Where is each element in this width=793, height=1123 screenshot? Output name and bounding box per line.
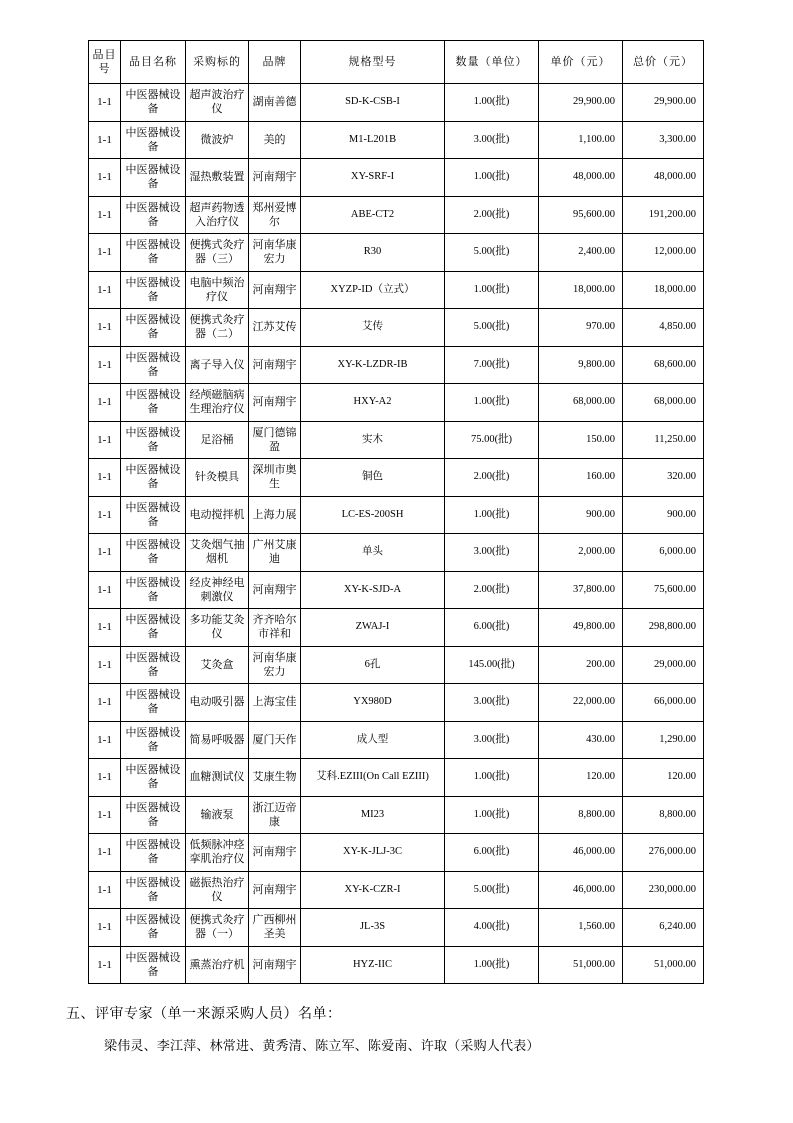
- table-row: [89, 459, 704, 497]
- table-cell: 1.00(批): [445, 796, 539, 834]
- table-cell: 6孔: [301, 646, 445, 684]
- table-cell: 多功能艾灸仪: [186, 609, 249, 647]
- table-cell: 广西柳州圣美: [249, 909, 301, 947]
- table-cell: 5.00(批): [445, 871, 539, 909]
- table-cell: 8,800.00: [623, 796, 704, 834]
- table-cell: 4.00(批): [445, 909, 539, 947]
- table-cell: 中医器械设备: [121, 571, 186, 609]
- table-cell: 1.00(批): [445, 496, 539, 534]
- table-cell: 1-1: [89, 271, 121, 309]
- table-row: [89, 909, 704, 947]
- column-header: 采购标的: [186, 41, 249, 84]
- table-cell: 湿热敷装置: [186, 159, 249, 197]
- table-cell: 3.00(批): [445, 684, 539, 722]
- table-cell: 广州艾康迪: [249, 534, 301, 572]
- table-cell: 中医器械设备: [121, 796, 186, 834]
- column-header: 品目号: [89, 41, 121, 84]
- table-cell: 276,000.00: [623, 834, 704, 872]
- table-cell: 河南翔宇: [249, 871, 301, 909]
- table-cell: 970.00: [539, 309, 623, 347]
- table-cell: 中医器械设备: [121, 646, 186, 684]
- table-row: [89, 346, 704, 384]
- table-row: [89, 721, 704, 759]
- table-cell: ABE-CT2: [301, 196, 445, 234]
- table-cell: 经皮神经电刺激仪: [186, 571, 249, 609]
- table-cell: 电动搅拌机: [186, 496, 249, 534]
- table-cell: 2.00(批): [445, 571, 539, 609]
- table-cell: 中医器械设备: [121, 496, 186, 534]
- table-cell: 320.00: [623, 459, 704, 497]
- table-cell: 中医器械设备: [121, 871, 186, 909]
- table-cell: 3.00(批): [445, 721, 539, 759]
- table-cell: M1-L201B: [301, 121, 445, 159]
- table-cell: 1.00(批): [445, 946, 539, 984]
- table-row: [89, 684, 704, 722]
- table-cell: 电脑中频治疗仪: [186, 271, 249, 309]
- table-cell: 1-1: [89, 684, 121, 722]
- table-cell: XY-K-SJD-A: [301, 571, 445, 609]
- table-cell: 熏蒸治疗机: [186, 946, 249, 984]
- table-cell: 430.00: [539, 721, 623, 759]
- table-cell: 中医器械设备: [121, 834, 186, 872]
- table-cell: 1-1: [89, 421, 121, 459]
- table-cell: 中医器械设备: [121, 759, 186, 797]
- table-cell: 磁振热治疗仪: [186, 871, 249, 909]
- table-cell: 中医器械设备: [121, 234, 186, 272]
- table-cell: 2,400.00: [539, 234, 623, 272]
- table-cell: 输液泵: [186, 796, 249, 834]
- table-cell: 便携式灸疗器（三）: [186, 234, 249, 272]
- table-cell: 68,600.00: [623, 346, 704, 384]
- table-cell: XY-K-LZDR-IB: [301, 346, 445, 384]
- table-cell: 900.00: [623, 496, 704, 534]
- table-cell: 中医器械设备: [121, 534, 186, 572]
- table-cell: 微波炉: [186, 121, 249, 159]
- table-cell: 中医器械设备: [121, 421, 186, 459]
- table-cell: 191,200.00: [623, 196, 704, 234]
- table-cell: 郑州爱博尔: [249, 196, 301, 234]
- table-cell: 经颅磁脑病生理治疗仪: [186, 384, 249, 422]
- table-cell: 中医器械设备: [121, 346, 186, 384]
- table-row: [89, 121, 704, 159]
- table-row: [89, 496, 704, 534]
- table-cell: 离子导入仪: [186, 346, 249, 384]
- table-row: [89, 384, 704, 422]
- table-cell: 实木: [301, 421, 445, 459]
- table-cell: 46,000.00: [539, 834, 623, 872]
- table-cell: 中医器械设备: [121, 309, 186, 347]
- table-cell: 3.00(批): [445, 534, 539, 572]
- table-cell: 1-1: [89, 571, 121, 609]
- table-cell: 29,000.00: [623, 646, 704, 684]
- table-cell: 1.00(批): [445, 159, 539, 197]
- table-cell: XYZP-ID（立式）: [301, 271, 445, 309]
- table-cell: 河南华康宏力: [249, 234, 301, 272]
- table-cell: 49,800.00: [539, 609, 623, 647]
- table-cell: 18,000.00: [539, 271, 623, 309]
- table-cell: 简易呼吸器: [186, 721, 249, 759]
- table-cell: 便携式灸疗器（一）: [186, 909, 249, 947]
- column-header: 数量（单位）: [445, 41, 539, 84]
- table-cell: 血糖测试仪: [186, 759, 249, 797]
- table-cell: 河南华康宏力: [249, 646, 301, 684]
- table-cell: 中医器械设备: [121, 159, 186, 197]
- table-cell: 1-1: [89, 346, 121, 384]
- table-header: [89, 41, 704, 84]
- table-cell: 6.00(批): [445, 834, 539, 872]
- table-cell: XY-SRF-I: [301, 159, 445, 197]
- table-cell: 1-1: [89, 384, 121, 422]
- table-cell: 河南翔宇: [249, 384, 301, 422]
- table-cell: 2,000.00: [539, 534, 623, 572]
- table-cell: 超声药物透入治疗仪: [186, 196, 249, 234]
- table-cell: 1-1: [89, 871, 121, 909]
- table-row: [89, 84, 704, 122]
- table-cell: 足浴桶: [186, 421, 249, 459]
- table-cell: 1,290.00: [623, 721, 704, 759]
- table-cell: 浙江迈帝康: [249, 796, 301, 834]
- table-row: [89, 834, 704, 872]
- table-cell: 48,000.00: [623, 159, 704, 197]
- table-cell: 12,000.00: [623, 234, 704, 272]
- table-cell: JL-3S: [301, 909, 445, 947]
- reviewer-section-heading: 五、评审专家（单一来源采购人员）名单：: [66, 1007, 342, 1022]
- table-cell: 河南翔宇: [249, 271, 301, 309]
- table-cell: 1-1: [89, 534, 121, 572]
- table-cell: 河南翔宇: [249, 346, 301, 384]
- table-cell: 1-1: [89, 309, 121, 347]
- table-cell: 1-1: [89, 84, 121, 122]
- table-cell: 120.00: [539, 759, 623, 797]
- table-cell: 5.00(批): [445, 234, 539, 272]
- table-cell: 9,800.00: [539, 346, 623, 384]
- table-cell: 1,560.00: [539, 909, 623, 947]
- table-cell: 中医器械设备: [121, 384, 186, 422]
- table-cell: 37,800.00: [539, 571, 623, 609]
- table-cell: 成人型: [301, 721, 445, 759]
- table-row: [89, 159, 704, 197]
- table-cell: 中医器械设备: [121, 721, 186, 759]
- table-cell: 3,300.00: [623, 121, 704, 159]
- table-row: [89, 946, 704, 984]
- reviewer-names-list: 梁伟灵、李江萍、林常进、黄秀清、陈立军、陈爱南、许取（采购人代表）: [104, 1038, 540, 1053]
- table-cell: HXY-A2: [301, 384, 445, 422]
- table-cell: 中医器械设备: [121, 609, 186, 647]
- table-cell: 1-1: [89, 609, 121, 647]
- table-cell: 2.00(批): [445, 196, 539, 234]
- table-cell: 200.00: [539, 646, 623, 684]
- table-cell: 6,240.00: [623, 909, 704, 947]
- column-header: 单价（元）: [539, 41, 623, 84]
- table-cell: 1-1: [89, 834, 121, 872]
- table-cell: 河南翔宇: [249, 571, 301, 609]
- table-cell: 11,250.00: [623, 421, 704, 459]
- table-cell: 160.00: [539, 459, 623, 497]
- table-cell: R30: [301, 234, 445, 272]
- column-header: 品牌: [249, 41, 301, 84]
- table-cell: 230,000.00: [623, 871, 704, 909]
- table-cell: 中医器械设备: [121, 909, 186, 947]
- table-cell: 75.00(批): [445, 421, 539, 459]
- table-cell: 46,000.00: [539, 871, 623, 909]
- table-row: [89, 534, 704, 572]
- table-cell: 上海力展: [249, 496, 301, 534]
- table-cell: 900.00: [539, 496, 623, 534]
- table-cell: 7.00(批): [445, 346, 539, 384]
- table-cell: 150.00: [539, 421, 623, 459]
- table-body: [89, 84, 704, 984]
- table-cell: MI23: [301, 796, 445, 834]
- table-cell: 1-1: [89, 459, 121, 497]
- table-cell: 中医器械设备: [121, 84, 186, 122]
- table-cell: XY-K-CZR-I: [301, 871, 445, 909]
- table-cell: 中医器械设备: [121, 196, 186, 234]
- table-row: [89, 571, 704, 609]
- table-cell: 29,900.00: [539, 84, 623, 122]
- table-cell: 厦门天作: [249, 721, 301, 759]
- table-cell: 6.00(批): [445, 609, 539, 647]
- table-cell: 深圳市奥生: [249, 459, 301, 497]
- table-cell: 51,000.00: [623, 946, 704, 984]
- table-cell: 1,100.00: [539, 121, 623, 159]
- table-cell: 艾科.EZIII(On Call EZIII): [301, 759, 445, 797]
- table-cell: 5.00(批): [445, 309, 539, 347]
- table-cell: 1-1: [89, 946, 121, 984]
- table-cell: 针灸模具: [186, 459, 249, 497]
- table-cell: 湖南善德: [249, 84, 301, 122]
- table-row: [89, 646, 704, 684]
- column-header: 品目名称: [121, 41, 186, 84]
- table-cell: 中医器械设备: [121, 684, 186, 722]
- table-cell: 1-1: [89, 496, 121, 534]
- table-cell: 120.00: [623, 759, 704, 797]
- table-cell: 齐齐哈尔市祥和: [249, 609, 301, 647]
- table-cell: 22,000.00: [539, 684, 623, 722]
- table-cell: 河南翔宇: [249, 159, 301, 197]
- table-cell: 厦门德锦盈: [249, 421, 301, 459]
- table-cell: 3.00(批): [445, 121, 539, 159]
- table-cell: 75,600.00: [623, 571, 704, 609]
- table-cell: 江苏艾传: [249, 309, 301, 347]
- table-cell: 河南翔宇: [249, 946, 301, 984]
- table-row: [89, 309, 704, 347]
- table-cell: 河南翔宇: [249, 834, 301, 872]
- column-header: 总价（元）: [623, 41, 704, 84]
- table-cell: 95,600.00: [539, 196, 623, 234]
- table-cell: 6,000.00: [623, 534, 704, 572]
- table-cell: 145.00(批): [445, 646, 539, 684]
- table-cell: 中医器械设备: [121, 946, 186, 984]
- table-cell: 4,850.00: [623, 309, 704, 347]
- table-cell: 中医器械设备: [121, 271, 186, 309]
- table-cell: 1-1: [89, 196, 121, 234]
- table-cell: 单头: [301, 534, 445, 572]
- table-cell: 1-1: [89, 759, 121, 797]
- table-cell: 1-1: [89, 159, 121, 197]
- table-cell: 低频脉冲痉挛肌治疗仪: [186, 834, 249, 872]
- table-cell: 68,000.00: [539, 384, 623, 422]
- table-row: [89, 609, 704, 647]
- header-row: [89, 41, 704, 84]
- table-cell: 18,000.00: [623, 271, 704, 309]
- table-cell: 中医器械设备: [121, 121, 186, 159]
- table-cell: 68,000.00: [623, 384, 704, 422]
- table-cell: 超声波治疗仪: [186, 84, 249, 122]
- table-cell: 铜色: [301, 459, 445, 497]
- table-row: [89, 421, 704, 459]
- table-row: [89, 196, 704, 234]
- table-cell: 1-1: [89, 796, 121, 834]
- procurement-table: [88, 40, 704, 984]
- table-cell: 1.00(批): [445, 759, 539, 797]
- table-cell: LC-ES-200SH: [301, 496, 445, 534]
- table-cell: 艾灸烟气抽烟机: [186, 534, 249, 572]
- table-cell: 66,000.00: [623, 684, 704, 722]
- table-row: [89, 871, 704, 909]
- table-cell: 8,800.00: [539, 796, 623, 834]
- table-cell: 电动吸引器: [186, 684, 249, 722]
- table-cell: 2.00(批): [445, 459, 539, 497]
- column-header: 规格型号: [301, 41, 445, 84]
- table-cell: 29,900.00: [623, 84, 704, 122]
- table-cell: 51,000.00: [539, 946, 623, 984]
- table-cell: 1-1: [89, 234, 121, 272]
- table-cell: 中医器械设备: [121, 459, 186, 497]
- table-cell: 298,800.00: [623, 609, 704, 647]
- table-cell: YX980D: [301, 684, 445, 722]
- table-cell: 美的: [249, 121, 301, 159]
- table-cell: 1.00(批): [445, 84, 539, 122]
- table-cell: 1.00(批): [445, 271, 539, 309]
- table-cell: 1-1: [89, 909, 121, 947]
- table-cell: 1-1: [89, 121, 121, 159]
- table-cell: 艾康生物: [249, 759, 301, 797]
- table-cell: XY-K-JLJ-3C: [301, 834, 445, 872]
- table-cell: HYZ-IIC: [301, 946, 445, 984]
- table-cell: 艾传: [301, 309, 445, 347]
- table-cell: 艾灸盒: [186, 646, 249, 684]
- table-cell: SD-K-CSB-I: [301, 84, 445, 122]
- table-cell: 48,000.00: [539, 159, 623, 197]
- table-cell: 上海宝佳: [249, 684, 301, 722]
- table-cell: 1-1: [89, 646, 121, 684]
- table-cell: ZWAJ-I: [301, 609, 445, 647]
- table-cell: 1-1: [89, 721, 121, 759]
- table-row: [89, 796, 704, 834]
- table-row: [89, 234, 704, 272]
- table-row: [89, 271, 704, 309]
- table-cell: 便携式灸疗器（二）: [186, 309, 249, 347]
- table-row: [89, 759, 704, 797]
- table-cell: 1.00(批): [445, 384, 539, 422]
